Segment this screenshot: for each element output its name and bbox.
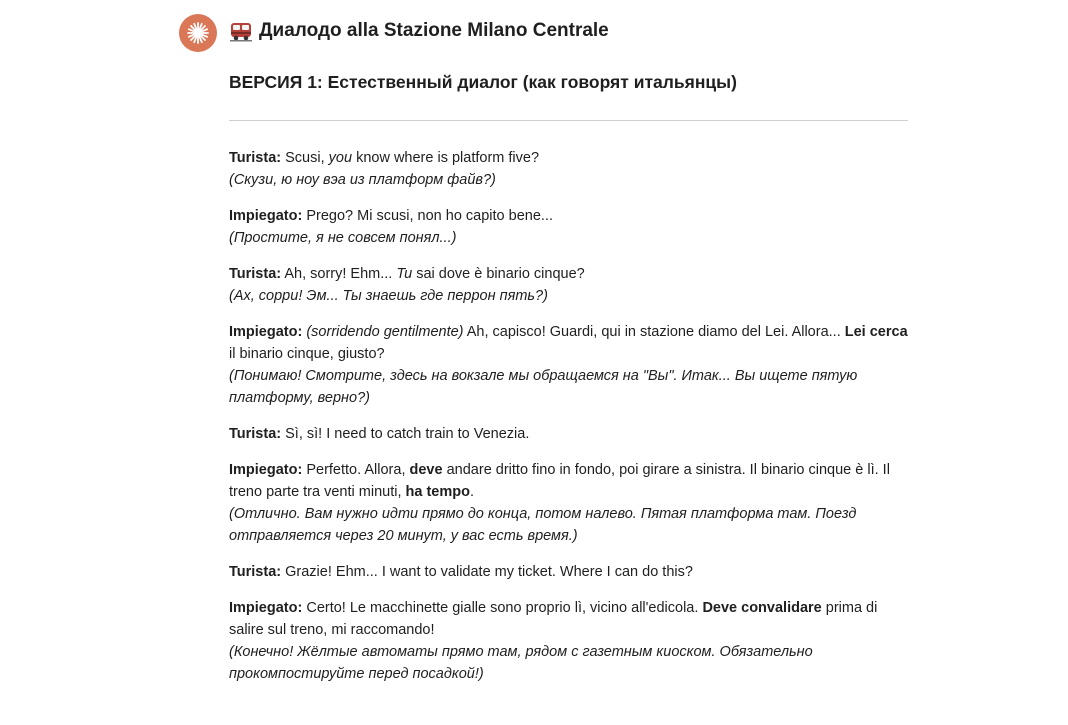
message-title — [229, 20, 609, 42]
speaker-label: Impiegato: — [229, 462, 303, 478]
speaker-label: Turista: — [229, 266, 282, 282]
utterance-text: Prego? Mi scusi, non ho capito bene... — [302, 208, 553, 224]
utterance-text: . — [469, 484, 474, 500]
claude-burst-icon — [186, 21, 210, 45]
dialog-turn — [229, 561, 909, 583]
translation-text: (Скузи, ю ноу вэа из платформ файв?) — [229, 172, 496, 188]
message-title-text: Диалодо alla Stazione Milano Centrale — [259, 20, 609, 41]
dialog-list — [229, 147, 909, 699]
dialog-turn — [229, 205, 909, 249]
dialog-turn — [229, 321, 909, 409]
dialog-turn — [229, 423, 909, 445]
utterance-text: andare dritto fino in fondo, poi girare a sinistra. Il binario cinque è lì. Il treno parte tra venti minuti, — [229, 462, 890, 500]
dialog-turn — [229, 459, 909, 547]
italic-phrase: Tu — [396, 266, 413, 282]
translation-text: (Конечно! Жёлтые автоматы прямо там, рядом с газетным киоском. Обязательно прокомпостируйте перед посадкой!) — [229, 644, 813, 682]
utterance-text: know where is platform five? — [352, 150, 540, 166]
utterance-text: Ah, capisco! Guardi, qui in stazione diamo del Lei. Allora... — [463, 324, 845, 340]
italic-phrase: (sorridendo gentilmente) — [306, 324, 464, 340]
speaker-label: Impiegato: — [229, 600, 303, 616]
translation-text: (Ах, сорри! Эм... Ты знаешь где перрон пять?) — [229, 288, 548, 304]
utterance-text: il binario cinque, giusto? — [229, 346, 385, 362]
utterance-text: Perfetto. Allora, — [302, 462, 410, 478]
translation-text: (Простите, я не совсем понял...) — [229, 230, 457, 246]
speaker-label: Turista: — [229, 426, 282, 442]
train-icon — [229, 20, 253, 42]
speaker-label: Impiegato: — [229, 324, 303, 340]
divider — [229, 120, 908, 121]
dialog-turn — [229, 263, 909, 307]
bold-phrase: ha tempo — [405, 484, 470, 500]
utterance-text: sai dove è binario cinque? — [412, 266, 585, 282]
translation-text: (Понимаю! Смотрите, здесь на вокзале мы обращаемся на "Вы". Итак... Вы ищете пятую платформу, верно?) — [229, 368, 858, 406]
speaker-label: Turista: — [229, 564, 282, 580]
utterance-text: Sì, sì! I need to catch train to Venezia. — [281, 426, 530, 442]
utterance-text: Grazie! Ehm... I want to validate my ticket. Where I can do this? — [281, 564, 693, 580]
bold-phrase: Lei cerca — [844, 324, 908, 340]
utterance-text: Scusi, — [281, 150, 329, 166]
italic-phrase: you — [328, 150, 353, 166]
bold-phrase: Deve convalidare — [702, 600, 822, 616]
version-heading: ВЕРСИЯ 1: Естественный диалог (как говорят итальянцы) — [229, 72, 737, 92]
dialog-turn — [229, 147, 909, 191]
utterance-text: prima di salire sul treno, mi raccomando! — [229, 600, 878, 638]
utterance-text: Certo! Le macchinette gialle sono proprio lì, vicino all'edicola. — [302, 600, 703, 616]
translation-text: (Отлично. Вам нужно идти прямо до конца, потом налево. Пятая платформа там. Поезд отправляется через 20 минут, у вас есть время.) — [229, 506, 857, 544]
bold-phrase: deve — [409, 462, 443, 478]
utterance-text: Ah, sorry! Ehm... — [281, 266, 397, 282]
assistant-avatar — [179, 14, 217, 52]
speaker-label: Impiegato: — [229, 208, 303, 224]
dialog-turn — [229, 597, 909, 685]
speaker-label: Turista: — [229, 150, 282, 166]
